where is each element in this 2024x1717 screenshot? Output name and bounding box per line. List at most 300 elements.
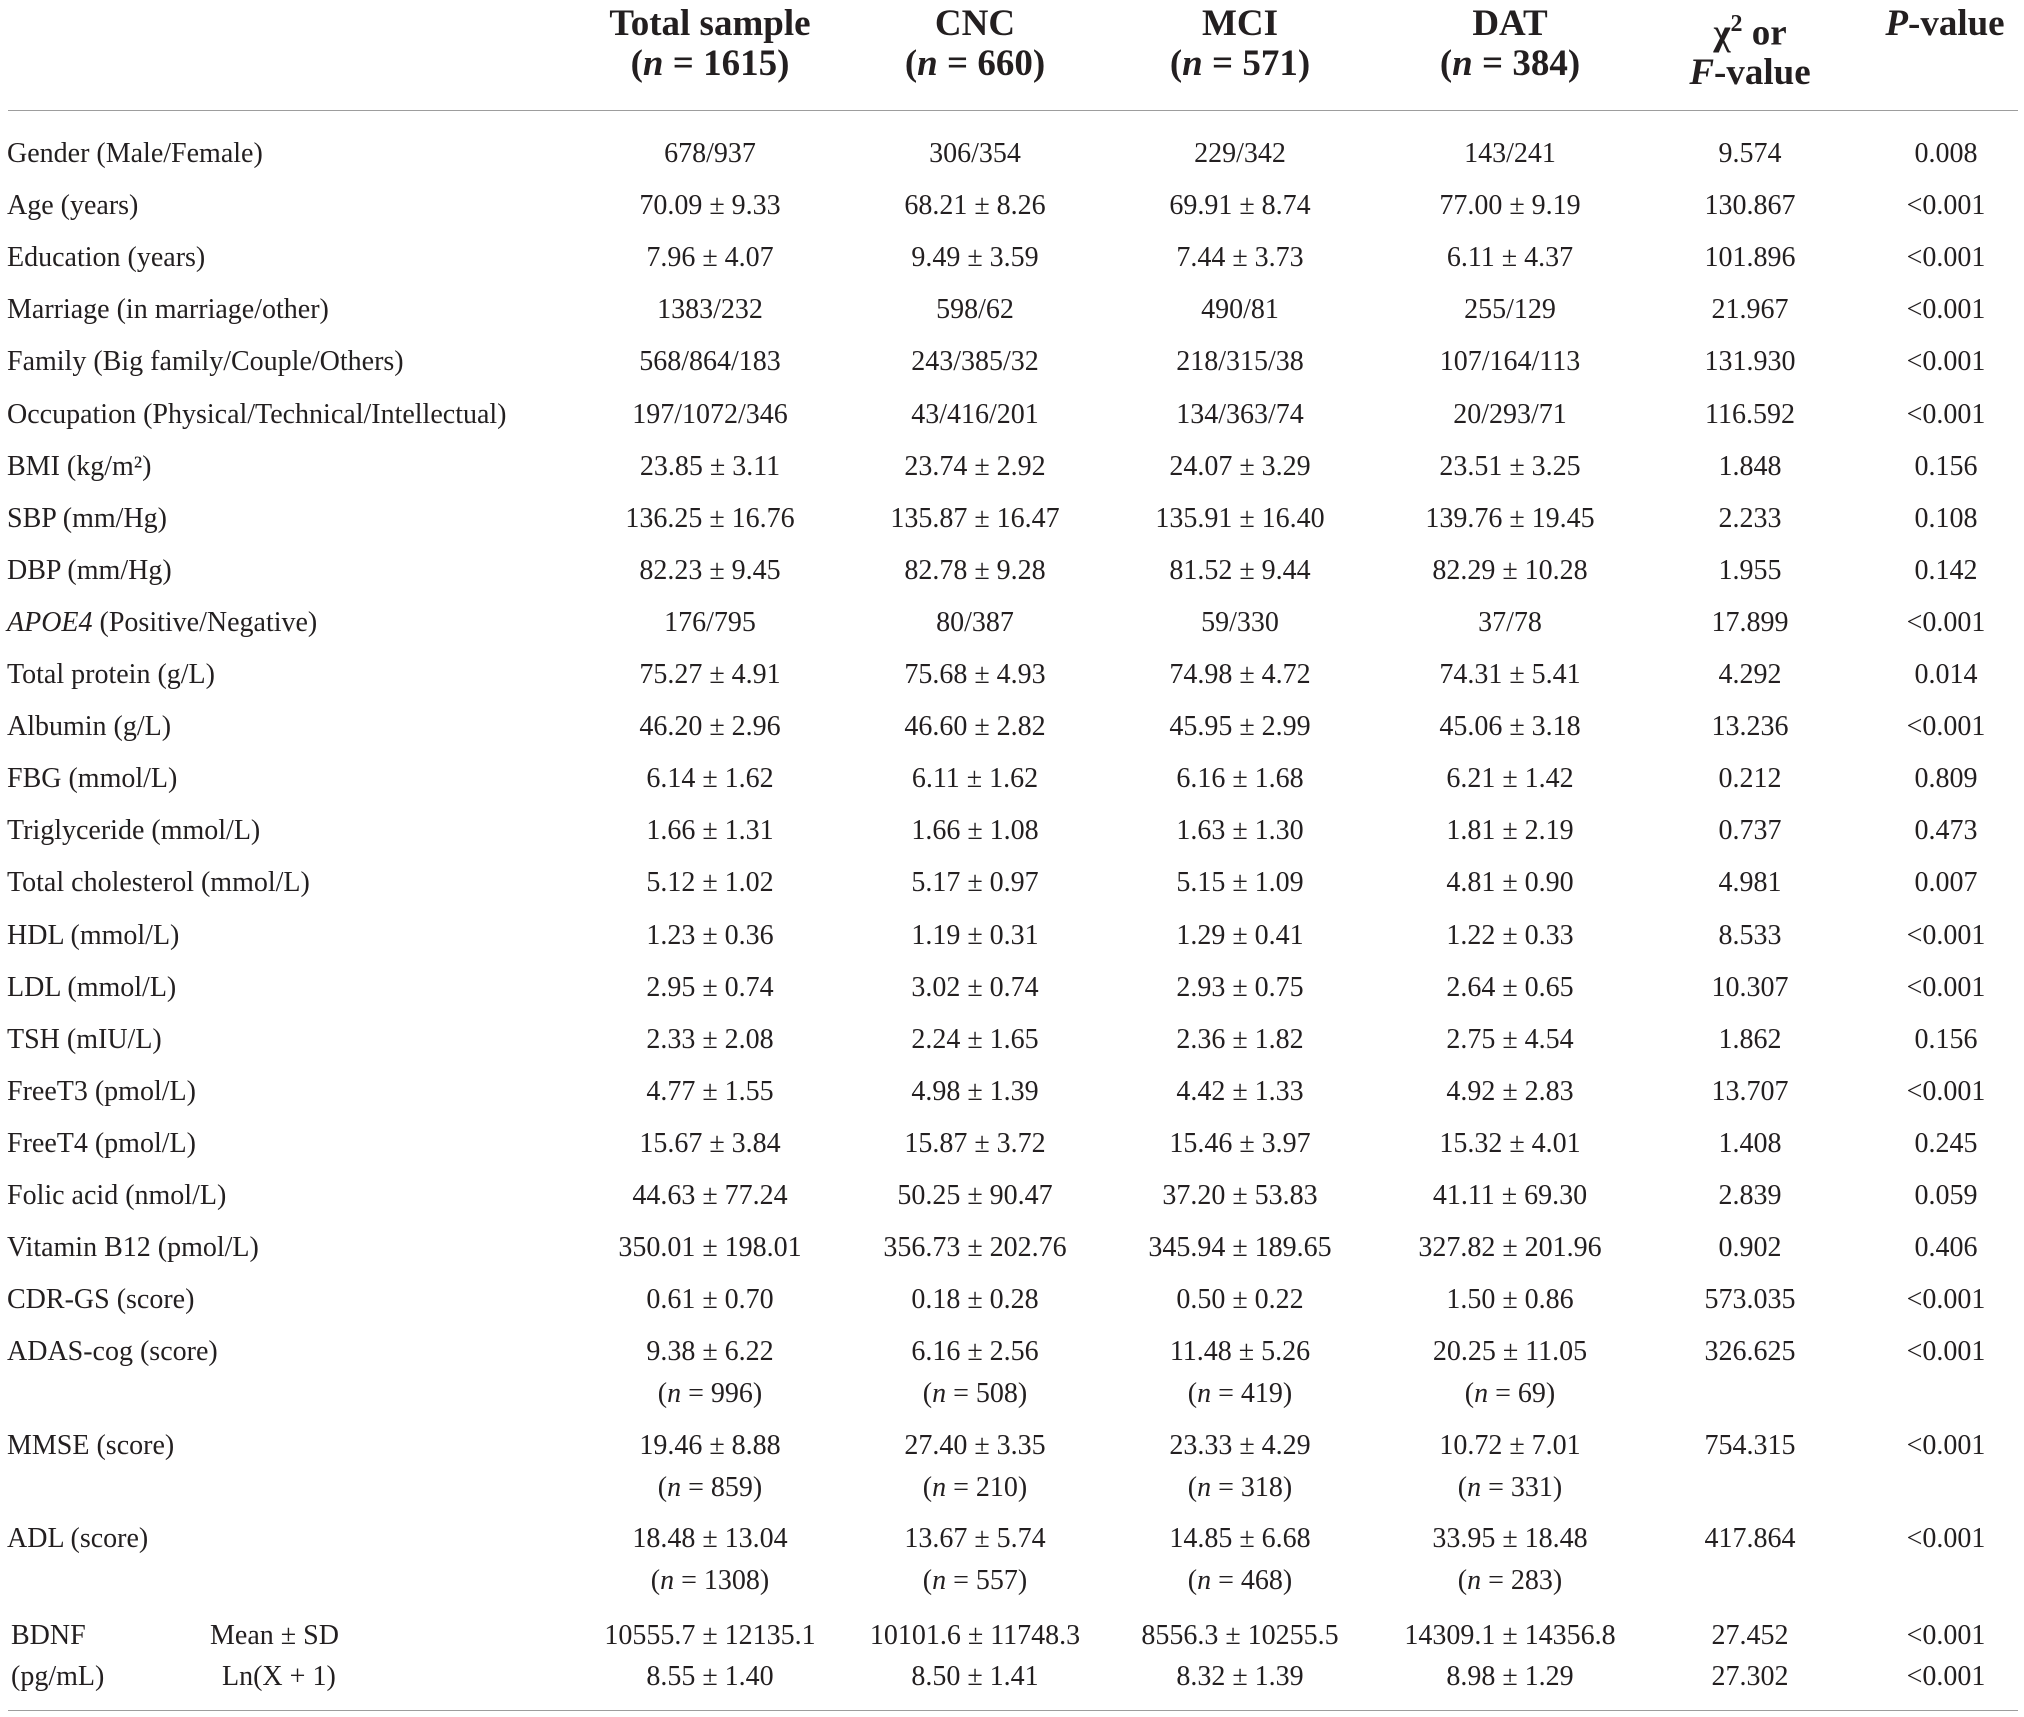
row-label: TSH (mIU/L) [7,1023,162,1055]
table-cell [618,1232,801,1264]
cell-value: 1.862 [1718,1023,1782,1055]
bdnf-cell: 27.302 [1711,1660,1789,1692]
table-cell [1439,659,1580,691]
table-cell [1176,763,1303,795]
cell-value: 417.864 [1704,1523,1796,1555]
table-cell [646,1024,773,1056]
cell-value: 41.11 ± 69.30 [1432,1180,1588,1211]
cell-value: 13.236 [1711,711,1789,743]
table-cell [646,242,773,274]
cell-value: 17.899 [1711,606,1789,638]
table-cell [1176,815,1303,847]
table-cell [1915,1232,1978,1264]
table-cell [1162,1180,1317,1212]
row-label: LDL (mmol/L) [7,971,177,1003]
table-cell [646,815,773,847]
table-cell [1719,1180,1782,1212]
table-cell [904,1128,1045,1160]
cell-subvalue: (n = 996) [657,1378,763,1410]
cell-subvalue: (n = 318) [1187,1471,1293,1503]
cell-value: 37.20 ± 53.83 [1162,1180,1318,1211]
cell-value: 4.292 [1718,659,1782,690]
table-cell [1719,659,1782,691]
cell-value: 23.33 ± 4.29 [1169,1429,1311,1461]
table-cell [1907,920,1986,952]
table-cell [1915,1128,1978,1160]
cell-value: 4.981 [1718,867,1782,899]
cell-value: 75.68 ± 4.93 [904,659,1046,690]
table-cell [1447,242,1573,274]
cell-value: 130.867 [1704,190,1796,222]
table-cell [1907,1336,1986,1368]
row-label: SBP (mm/Hg) [7,502,167,534]
cell-value: 1383/232 [657,294,763,326]
cell-value: 68.21 ± 8.26 [904,190,1046,222]
table-cell [1705,346,1796,378]
bdnf-cell: <0.001 [1906,1660,1986,1692]
cell-value: 50.25 ± 90.47 [897,1180,1053,1211]
table-cell [1170,1336,1310,1410]
cell-value: <0.001 [1906,294,1986,326]
table-cell [1907,607,1986,639]
table-cell [911,920,1038,952]
table-cell [1907,1076,1986,1108]
header-mci: MCI (n = 571) [1169,3,1311,84]
table-cell [1478,607,1542,639]
cell-value: 0.18 ± 0.28 [911,1284,1039,1316]
cell-value: 21.967 [1711,294,1789,326]
cell-value: 107/164/113 [1439,346,1581,378]
cell-value: 1.408 [1718,1127,1782,1159]
cell-value: 573.035 [1704,1284,1796,1316]
table-cell [904,190,1045,222]
bdnf-sublabel: Ln(X + 1) [222,1660,336,1692]
table-cell [632,399,788,431]
cell-value: 82.29 ± 10.28 [1432,554,1588,586]
cell-value: 20/293/71 [1453,398,1567,430]
cell-value: 80/387 [936,606,1014,638]
table-cell [1705,1336,1796,1368]
table-cell [1432,1523,1587,1597]
cell-value: 20.25 ± 11.05 [1432,1336,1588,1368]
cell-subvalue: (n = 508) [922,1378,1028,1410]
table-cell [904,1430,1045,1504]
bdnf-label: BDNF [11,1619,86,1651]
table-cell [1712,294,1789,326]
cell-value: 350.01 ± 198.01 [618,1232,802,1264]
table-cell [911,399,1039,431]
cell-value: 4.42 ± 1.33 [1176,1075,1304,1107]
bdnf-cell: 8556.3 ± 10255.5 [1141,1619,1339,1651]
cell-value: 0.809 [1914,763,1978,795]
row-label: BMI (kg/m²) [7,450,152,482]
table-cell [1907,294,1986,326]
cell-value: <0.001 [1906,1284,1986,1316]
cell-value: 1.23 ± 0.36 [646,919,774,951]
cell-value: 0.212 [1718,763,1782,795]
table-cell [1446,1024,1573,1056]
cell-subvalue: (n = 1308) [650,1565,770,1597]
row-label: ADAS-cog (score) [7,1336,218,1368]
header-p-value: P-value [1885,3,2005,44]
cell-value: 4.77 ± 1.55 [646,1075,774,1107]
table-cell [639,1430,780,1504]
table-cell [912,763,1038,795]
table-cell [1439,711,1580,743]
cell-value: 44.63 ± 77.24 [632,1180,788,1211]
cell-subvalue: (n = 331) [1457,1471,1563,1503]
cell-value: 0.156 [1914,450,1978,482]
cell-value: 74.31 ± 5.41 [1439,659,1581,690]
table-cell [1719,1232,1782,1264]
table-cell [1712,972,1789,1004]
cell-subvalue: (n = 69) [1464,1378,1556,1410]
table-cell [1705,1430,1796,1462]
cell-value: 0.50 ± 0.22 [1176,1284,1304,1316]
table-cell [1176,920,1303,952]
table-cell [1446,972,1573,1004]
table-cell [1440,346,1581,378]
cell-value: 1.22 ± 0.33 [1446,919,1574,951]
cell-value: 18.48 ± 13.04 [632,1523,788,1555]
cell-value: 0.108 [1914,502,1978,534]
table-cell [1719,503,1782,535]
cell-value: 0.156 [1914,1023,1978,1055]
table-cell [911,972,1038,1004]
table-cell [1915,503,1978,535]
table-cell [1446,1076,1573,1108]
cell-value: 243/385/32 [911,346,1039,378]
table-cell [646,763,773,795]
cell-value: 754.315 [1704,1429,1796,1461]
bdnf-cell: 10555.7 ± 12135.1 [604,1619,816,1651]
table-cell [1176,867,1303,899]
table-cell [1464,294,1556,326]
table-cell [1915,451,1978,483]
cell-subvalue: (n = 468) [1187,1565,1293,1597]
table-cell [1705,242,1796,274]
table-cell [1915,1180,1978,1212]
table-cell [1712,711,1789,743]
cell-value: 0.245 [1914,1127,1978,1159]
cell-value: 0.142 [1914,554,1978,586]
row-label: MMSE (score) [7,1429,175,1461]
table-cell [1439,1430,1580,1504]
cell-value: <0.001 [1906,346,1986,378]
cell-value: <0.001 [1906,1075,1986,1107]
table-cell [639,711,780,743]
table-cell [1446,815,1573,847]
table-cell [911,867,1038,899]
cell-value: 1.66 ± 1.31 [646,815,774,847]
row-label: Total cholesterol (mmol/L) [7,867,310,899]
table-cell [1719,867,1782,899]
cell-value: 5.17 ± 0.97 [911,867,1039,899]
table-cell [904,555,1045,587]
cell-value: 5.15 ± 1.09 [1176,867,1304,899]
table-cell [646,920,773,952]
cell-value: 7.96 ± 4.07 [646,242,774,274]
bdnf-cell: 8.50 ± 1.41 [911,1660,1039,1692]
table-cell [911,242,1038,274]
cell-value: <0.001 [1906,1523,1986,1555]
header-chi-f: $\chi^2$ or F-value [1689,11,1811,94]
table-cell [1907,399,1986,431]
cell-value: 2.36 ± 1.82 [1176,1023,1304,1055]
table-cell [1705,190,1796,222]
bdnf-cell: 8.55 ± 1.40 [646,1660,774,1692]
cell-value: 0.007 [1914,867,1978,899]
row-label: Folic acid (nmol/L) [7,1180,227,1211]
cell-value: <0.001 [1906,242,1986,274]
cell-value: 0.902 [1718,1232,1782,1264]
header-cnc: CNC (n = 660) [904,3,1046,84]
cell-value: 9.49 ± 3.59 [911,242,1039,274]
cell-value: 6.14 ± 1.62 [646,763,774,795]
cell-value: 306/354 [929,138,1021,169]
table-cell [639,1128,780,1160]
table-cell [1201,294,1279,326]
cell-value: 74.98 ± 4.72 [1169,659,1311,690]
cell-value: 1.29 ± 0.41 [1176,919,1304,951]
table-cell [1425,503,1594,535]
table-cell [1176,242,1303,274]
cell-value: 678/937 [664,138,756,169]
cell-value: 81.52 ± 9.44 [1169,554,1311,586]
cell-value: 1.63 ± 1.30 [1176,815,1304,847]
cell-value: 135.91 ± 16.40 [1155,502,1325,534]
table-cell [1446,1284,1573,1316]
table-cell [1433,1180,1587,1212]
table-cell [1169,190,1310,222]
table-header [0,0,2024,110]
table-cell [1155,503,1324,535]
table-cell [1719,815,1782,847]
cell-value: 3.02 ± 0.74 [911,971,1039,1003]
cell-value: 70.09 ± 9.33 [639,190,781,222]
cell-value: 2.64 ± 0.65 [1446,971,1574,1003]
table-cell [1719,555,1782,587]
cell-value: <0.001 [1906,971,1986,1003]
row-label: ADL (score) [7,1523,149,1555]
cell-value: 6.16 ± 2.56 [911,1336,1039,1368]
table-cell [1705,399,1795,431]
table-cell [1176,1284,1303,1316]
table-cell [1439,190,1580,222]
table-cell [904,451,1045,483]
cell-value: 6.21 ± 1.42 [1446,763,1574,795]
table-cell [911,1076,1038,1108]
table-cell [883,1232,1066,1264]
table-cell [911,1336,1038,1410]
table-cell [1169,555,1310,587]
cell-value: 8.533 [1718,919,1782,951]
table-cell [1907,1430,1986,1462]
cell-value: 24.07 ± 3.29 [1169,450,1311,482]
cell-value: 45.06 ± 3.18 [1439,711,1581,743]
header-rule [8,110,2018,111]
table-cell [1439,451,1580,483]
cell-value: 69.91 ± 8.74 [1169,190,1311,222]
bdnf-cell: 10101.6 ± 11748.3 [869,1619,1081,1651]
cell-value: 218/315/38 [1176,346,1304,378]
table-cell [1915,659,1978,691]
cell-value: 75.27 ± 4.91 [639,659,781,690]
row-label: APOE4 (Positive/Negative) [7,606,318,638]
table-cell [1169,1523,1310,1597]
table-cell [646,1284,773,1316]
cell-value: 46.20 ± 2.96 [639,711,781,743]
table-cell [929,138,1021,170]
table-cell [1705,1284,1796,1316]
cell-subvalue: (n = 210) [922,1471,1028,1503]
table-cell [936,294,1014,326]
table-cell [1418,1232,1601,1264]
row-label: DBP (mm/Hg) [7,554,172,586]
row-label: Vitamin B12 (pmol/L) [7,1232,259,1264]
cell-value: 0.61 ± 0.70 [646,1284,774,1316]
cell-value: 0.737 [1718,815,1782,847]
cell-value: 23.74 ± 2.92 [904,450,1046,482]
table-cell [625,503,794,535]
table-cell [936,607,1014,639]
cell-value: 490/81 [1201,294,1279,326]
cell-value: 2.95 ± 0.74 [646,971,774,1003]
cell-value: 356.73 ± 202.76 [883,1232,1067,1264]
row-label: Occupation (Physical/Technical/Intellectual) [7,398,507,430]
cell-value: 255/129 [1464,294,1556,326]
cell-value: 2.233 [1718,502,1782,534]
cell-value: <0.001 [1906,919,1986,951]
row-label: Education (years) [7,242,206,274]
bdnf-cell: 8.98 ± 1.29 [1446,1660,1574,1692]
table-cell [1719,1024,1782,1056]
row-label: FreeT3 (pmol/L) [7,1075,196,1107]
table-cell [1446,763,1573,795]
table-cell [1169,659,1310,691]
cell-value: 2.33 ± 2.08 [646,1023,774,1055]
cell-value: <0.001 [1906,1336,1986,1368]
table-cell [904,659,1045,691]
cell-subvalue: (n = 419) [1187,1378,1293,1410]
table-cell [1907,190,1986,222]
row-label: FBG (mmol/L) [7,763,178,795]
cell-value: 13.707 [1711,1075,1789,1107]
table-cell [1907,972,1986,1004]
row-label: Total protein (g/L) [7,659,215,690]
table-cell [911,815,1038,847]
table-cell [639,346,781,378]
table-cell [904,711,1045,743]
table-cell [1719,451,1782,483]
table-cell [1915,1024,1978,1056]
cell-subvalue: (n = 557) [922,1565,1028,1597]
table-cell [1169,451,1310,483]
bdnf-cell: <0.001 [1906,1619,1986,1651]
cell-value: 43/416/201 [911,398,1039,430]
cell-value: 131.930 [1704,346,1796,378]
table-cell [646,972,773,1004]
cell-value: 9.38 ± 6.22 [646,1336,774,1368]
cell-value: 197/1072/346 [632,398,788,430]
table-cell [1176,1076,1303,1108]
table-cell [1907,242,1986,274]
cell-value: 37/78 [1478,606,1542,638]
row-label: CDR-GS (score) [7,1284,195,1316]
cell-value: 2.93 ± 0.75 [1176,971,1304,1003]
table-cell [1176,972,1303,1004]
cell-value: 327.82 ± 201.96 [1418,1232,1602,1264]
table-cell [1201,607,1279,639]
row-label: Age (years) [7,190,139,222]
cell-value: 229/342 [1194,138,1286,169]
cell-value: 19.46 ± 8.88 [639,1429,781,1461]
table-cell [1712,1076,1789,1108]
cell-value: 2.75 ± 4.54 [1446,1023,1574,1055]
cell-value: 23.51 ± 3.25 [1439,450,1581,482]
cell-value: 6.11 ± 1.62 [911,763,1039,795]
table-cell [1907,1284,1986,1316]
cell-value: 1.19 ± 0.31 [911,919,1039,951]
row-label: FreeT4 (pmol/L) [7,1127,196,1159]
cell-value: 116.592 [1705,398,1795,430]
header-total-sample: Total sample (n = 1615) [609,3,811,84]
cell-value: 15.46 ± 3.97 [1169,1127,1311,1159]
table-cell [639,555,780,587]
row-label: Marriage (in marriage/other) [7,294,329,326]
cell-value: 4.92 ± 2.83 [1446,1075,1574,1107]
cell-value: 0.008 [1914,138,1978,169]
table-cell [904,1523,1045,1597]
cell-value: 1.50 ± 0.86 [1446,1284,1574,1316]
table-cell [1915,763,1978,795]
cell-value: 2.24 ± 1.65 [911,1023,1039,1055]
cell-value: 0.473 [1914,815,1978,847]
table-cell [911,1284,1038,1316]
row-label: Family (Big family/Couple/Others) [7,346,404,378]
table-cell [1915,555,1978,587]
row-label: Triglyceride (mmol/L) [7,815,261,847]
table-cell [640,451,780,483]
table-cell [1446,867,1573,899]
table-cell [639,190,780,222]
cell-value: 1.66 ± 1.08 [911,815,1039,847]
table-cell [1169,1430,1310,1504]
cell-value: 143/241 [1464,138,1556,169]
table-cell [664,138,756,170]
row-label: HDL (mmol/L) [7,919,180,951]
cell-value: 6.16 ± 1.68 [1176,763,1304,795]
table-cell [1915,815,1978,847]
bdnf-unit-label: (pg/mL) [11,1660,105,1692]
cell-value: 82.78 ± 9.28 [904,554,1046,586]
table-cell [657,294,763,326]
table-cell [1169,1128,1310,1160]
cell-value: 15.87 ± 3.72 [904,1127,1046,1159]
cell-subvalue: (n = 283) [1457,1565,1563,1597]
bdnf-cell: 27.452 [1711,1619,1789,1651]
cell-value: 1.848 [1718,450,1782,482]
cell-value: 176/795 [664,606,756,638]
cell-value: 82.23 ± 9.45 [639,554,781,586]
table-cell [1719,920,1782,952]
table-cell [1915,138,1978,170]
bdnf-cell: 14309.1 ± 14356.8 [1404,1619,1616,1651]
cell-value: 33.95 ± 18.48 [1432,1523,1588,1555]
cell-value: <0.001 [1906,1429,1986,1461]
cell-value: 6.11 ± 4.37 [1446,242,1574,274]
cell-value: 10.307 [1711,971,1789,1003]
